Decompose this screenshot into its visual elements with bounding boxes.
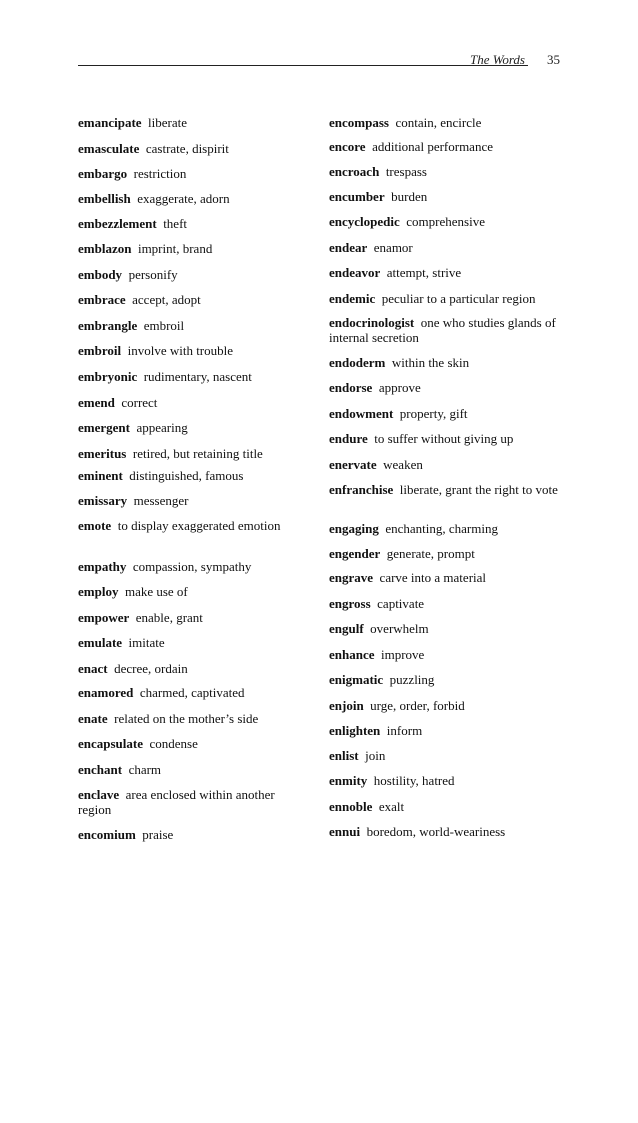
glossary-entry	[329, 115, 559, 130]
entry-term: empathy	[78, 559, 127, 574]
entry-definition: theft	[163, 216, 188, 231]
glossary-entry	[329, 380, 559, 395]
entry-definition: captivate	[377, 596, 425, 611]
entry-definition: castrate, dispirit	[145, 141, 229, 156]
entry-term: enhance	[329, 647, 375, 662]
entry-definition: messenger	[133, 493, 189, 508]
glossary-entry	[329, 824, 559, 839]
entry-definition: additional performance	[372, 139, 493, 154]
entry-definition: enamor	[373, 240, 413, 255]
glossary-entry	[78, 493, 308, 508]
entry-definition: retired, but retaining title	[132, 446, 263, 461]
glossary-entry	[329, 647, 559, 662]
entry-term: emissary	[78, 493, 128, 508]
entry-definition: contain, encircle	[395, 115, 482, 130]
glossary-entry	[78, 584, 308, 599]
glossary-entry	[329, 799, 559, 814]
entry-term: encyclopedic	[329, 214, 400, 229]
entry-term: endocrinologist	[329, 315, 415, 330]
entry-definition: accept, adopt	[132, 292, 201, 307]
entry-definition: liberate	[148, 115, 188, 130]
entry-term: embody	[78, 267, 123, 282]
glossary-entry	[329, 672, 559, 687]
entry-definition: within the skin	[391, 355, 470, 370]
entry-definition: attempt, strive	[386, 265, 462, 280]
entry-definition: peculiar to a particular region	[381, 291, 536, 306]
glossary-entry	[78, 446, 308, 461]
glossary-entry	[78, 635, 308, 650]
glossary-entry	[78, 166, 308, 181]
entry-definition: overwhelm	[370, 621, 429, 636]
glossary-entry	[329, 431, 559, 446]
entry-definition: condense	[149, 736, 198, 751]
glossary-entry	[329, 214, 559, 229]
glossary-entry	[78, 711, 308, 726]
entry-definition: personify	[128, 267, 178, 282]
entry-term: ennoble	[329, 799, 373, 814]
entry-definition: make use of	[124, 584, 188, 599]
entry-definition: imprint, brand	[137, 241, 213, 256]
running-head: The Words	[469, 52, 525, 67]
entry-term: enmity	[329, 773, 368, 788]
glossary-entry	[329, 748, 559, 763]
entry-definition: compassion, sympathy	[132, 559, 252, 574]
entry-definition: charm	[128, 762, 162, 777]
entry-term: engulf	[329, 621, 364, 636]
entry-term: engrave	[329, 570, 374, 585]
entry-term: endear	[329, 240, 368, 255]
entry-term: enate	[78, 711, 108, 726]
glossary-entry	[78, 191, 308, 206]
glossary-entry	[78, 762, 308, 777]
entry-term: embroil	[78, 343, 122, 358]
entry-term: endowment	[329, 406, 394, 421]
glossary-entry	[329, 457, 559, 472]
entry-term: engaging	[329, 521, 379, 536]
entry-term: emote	[78, 518, 112, 533]
entry-term: endeavor	[329, 265, 381, 280]
entry-term: emend	[78, 395, 115, 410]
glossary-entry	[78, 115, 308, 130]
entry-definition: to display exaggerated emotion	[117, 518, 281, 533]
entry-definition: exalt	[378, 799, 405, 814]
glossary-entry	[78, 267, 308, 282]
glossary-entry	[78, 685, 308, 700]
entry-term: employ	[78, 584, 119, 599]
entry-definition: property, gift	[399, 406, 468, 421]
glossary-entry	[329, 482, 559, 497]
glossary-entry	[329, 139, 559, 154]
glossary-entry	[78, 343, 308, 358]
glossary-entry	[329, 240, 559, 255]
glossary-entry	[78, 141, 308, 156]
entry-definition: exaggerate, adorn	[137, 191, 230, 206]
entry-term: enamored	[78, 685, 134, 700]
entry-definition: enchanting, charming	[385, 521, 498, 536]
entry-term: enlighten	[329, 723, 381, 738]
glossary-entry	[78, 827, 308, 842]
entry-term: embargo	[78, 166, 128, 181]
entry-definition: one who studies glands of internal secretion	[329, 315, 556, 345]
glossary-entry	[329, 570, 559, 585]
glossary-entry	[329, 406, 559, 421]
glossary-entry	[78, 420, 308, 435]
entry-definition: burden	[391, 189, 428, 204]
entry-definition: embroil	[143, 318, 185, 333]
glossary-entry	[78, 395, 308, 410]
glossary-entry	[78, 736, 308, 751]
glossary-entry	[78, 559, 308, 574]
entry-definition: liberate, grant the right to vote	[399, 482, 558, 497]
entry-definition: involve with trouble	[127, 343, 234, 358]
glossary-entry	[78, 661, 308, 676]
entry-term: engross	[329, 596, 371, 611]
entry-definition: approve	[378, 380, 421, 395]
entry-term: embrangle	[78, 318, 138, 333]
entry-term: enigmatic	[329, 672, 384, 687]
entry-term: enervate	[329, 457, 377, 472]
glossary-entry	[329, 546, 559, 561]
glossary-entry	[78, 787, 308, 817]
glossary-entry	[329, 596, 559, 611]
entry-definition: praise	[142, 827, 174, 842]
header-rule	[78, 65, 528, 66]
entry-definition: inform	[386, 723, 423, 738]
entry-term: emeritus	[78, 446, 127, 461]
entry-term: endorse	[329, 380, 373, 395]
entry-term: embrace	[78, 292, 126, 307]
entry-definition: restriction	[133, 166, 187, 181]
glossary-entry	[329, 189, 559, 204]
entry-definition: imitate	[128, 635, 165, 650]
entry-term: embezzlement	[78, 216, 157, 231]
entry-term: encore	[329, 139, 366, 154]
entry-term: enchant	[78, 762, 123, 777]
glossary-entry	[329, 291, 559, 306]
entry-term: empower	[78, 610, 130, 625]
entry-definition: urge, order, forbid	[370, 698, 465, 713]
glossary-entry	[329, 164, 559, 179]
entry-definition: boredom, world-weariness	[366, 824, 506, 839]
glossary-entry	[78, 610, 308, 625]
entry-definition: correct	[121, 395, 158, 410]
page-header	[78, 52, 560, 70]
entry-definition: join	[365, 748, 386, 763]
entry-term: enlist	[329, 748, 359, 763]
glossary-entry	[78, 241, 308, 256]
entry-term: enjoin	[329, 698, 364, 713]
entry-term: endoderm	[329, 355, 386, 370]
entry-term: encroach	[329, 164, 380, 179]
glossary-entry	[329, 723, 559, 738]
entry-term: emergent	[78, 420, 130, 435]
entry-definition: related on the mother’s side	[114, 711, 259, 726]
entry-definition: generate, prompt	[386, 546, 475, 561]
glossary-entry	[329, 773, 559, 788]
entry-term: endure	[329, 431, 368, 446]
entry-definition: to suffer without giving up	[374, 431, 514, 446]
entry-term: encompass	[329, 115, 389, 130]
entry-definition: decree, ordain	[114, 661, 188, 676]
entry-term: emancipate	[78, 115, 142, 130]
entry-term: ennui	[329, 824, 361, 839]
entry-definition: improve	[381, 647, 425, 662]
entry-definition: appearing	[136, 420, 188, 435]
glossary-entry	[329, 265, 559, 280]
page-number: 35	[547, 52, 560, 67]
glossary-entry	[78, 216, 308, 231]
glossary-entry	[78, 518, 308, 533]
entry-definition: weaken	[383, 457, 423, 472]
entry-term: embryonic	[78, 369, 138, 384]
glossary-entry	[329, 521, 559, 536]
entry-definition: comprehensive	[406, 214, 485, 229]
entry-term: enclave	[78, 787, 120, 802]
entry-term: eminent	[78, 468, 123, 483]
entry-term: encumber	[329, 189, 385, 204]
glossary-entry	[78, 318, 308, 333]
glossary-entry	[78, 292, 308, 307]
glossary-entry	[329, 355, 559, 370]
entry-definition: trespass	[385, 164, 427, 179]
entry-definition: carve into a material	[379, 570, 487, 585]
entry-definition: puzzling	[389, 672, 435, 687]
entry-term: enfranchise	[329, 482, 394, 497]
entry-term: enact	[78, 661, 108, 676]
glossary-entry	[329, 698, 559, 713]
glossary-entry	[329, 621, 559, 636]
entry-term: emblazon	[78, 241, 132, 256]
entry-term: emasculate	[78, 141, 140, 156]
glossary-entry	[329, 315, 559, 345]
entry-definition: distinguished, famous	[129, 468, 244, 483]
entry-term: engender	[329, 546, 381, 561]
glossary-entry	[78, 369, 308, 384]
entry-definition: enable, grant	[135, 610, 203, 625]
entry-definition: hostility, hatred	[373, 773, 455, 788]
entry-term: endemic	[329, 291, 376, 306]
entry-term: encomium	[78, 827, 136, 842]
entry-term: emulate	[78, 635, 123, 650]
entry-term: embellish	[78, 191, 131, 206]
entry-term: encapsulate	[78, 736, 143, 751]
glossary-entry	[78, 468, 308, 483]
entry-definition: rudimentary, nascent	[143, 369, 252, 384]
entry-definition: charmed, captivated	[139, 685, 245, 700]
entry-definition: area enclosed within another region	[78, 787, 275, 817]
